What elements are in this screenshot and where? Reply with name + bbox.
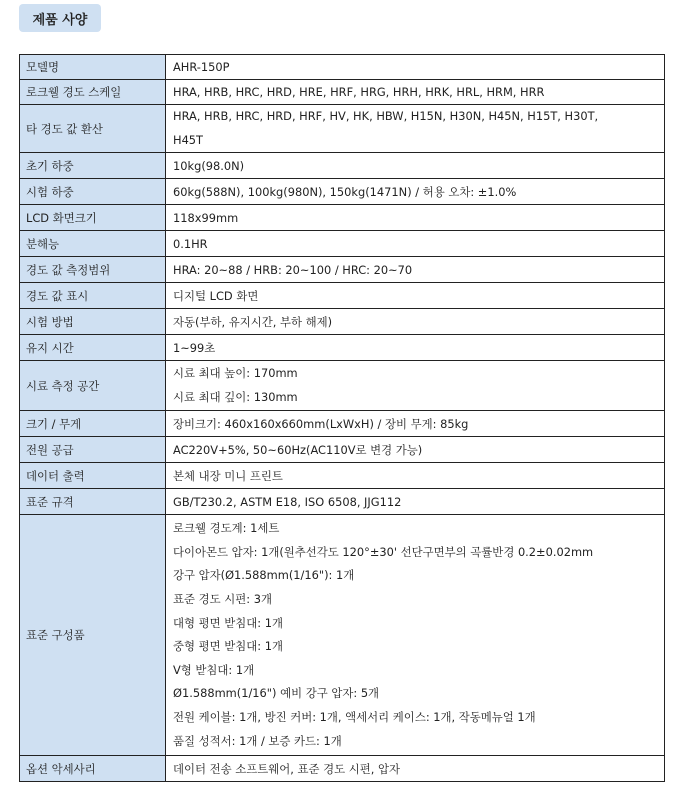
table-row (20, 231, 665, 257)
row-value: AHR-150P (166, 55, 665, 80)
row-value: HRA, HRB, HRC, HRD, HRE, HRF, HRG, HRH, HRK, HRL, HRM, HRR (166, 80, 665, 105)
value-line: H45T (173, 132, 204, 147)
row-label: 전원 공급 (20, 437, 166, 463)
row-label: 모델명 (20, 55, 166, 80)
row-label: 크기 / 무게 (20, 411, 166, 437)
row-value: 10kg(98.0N) (166, 153, 665, 179)
row-value: 0.1HR (166, 231, 665, 257)
row-label: 표준 구성품 (20, 515, 166, 756)
row-label: 경도 값 표시 (20, 283, 166, 309)
table-row (20, 335, 665, 361)
table-row (20, 153, 665, 179)
table-row (20, 437, 665, 463)
table-row (20, 80, 665, 105)
table-row (20, 55, 665, 80)
row-label: 옵션 악세사리 (20, 756, 166, 782)
table-row (20, 515, 665, 756)
table-row (20, 105, 665, 153)
table-row (20, 179, 665, 205)
table-row (20, 309, 665, 335)
value-line: 시료 최대 깊이: 130mm (173, 389, 298, 404)
value-line: 중형 평면 받침대: 1개 (173, 639, 283, 654)
value-line: 대형 평면 받침대: 1개 (173, 615, 283, 630)
table-row (20, 756, 665, 782)
row-label: 시료 측정 공간 (20, 361, 166, 411)
value-line: 전원 케이블: 1개, 방진 커버: 1개, 액세서리 케이스: 1개, 작동메뉴얼 1개 (173, 709, 536, 724)
row-value (166, 105, 665, 153)
section-title: 제품 사양 (19, 4, 101, 32)
row-value: 장비크기: 460x160x660mm(LxWxH) / 장비 무게: 85kg (166, 411, 665, 437)
row-value: AC220V+5%, 50~60Hz(AC110V로 변경 가능) (166, 437, 665, 463)
spec-table (19, 54, 665, 782)
row-label: 표준 규격 (20, 489, 166, 515)
row-value (166, 361, 665, 411)
row-value (166, 515, 665, 756)
row-label: 유지 시간 (20, 335, 166, 361)
value-line: 표준 경도 시편: 3개 (173, 592, 272, 606)
value-line: 로크웰 경도계: 1세트 (173, 521, 280, 536)
table-row (20, 463, 665, 489)
row-label: 분해능 (20, 231, 166, 257)
row-label: 시험 하중 (20, 179, 166, 205)
row-label: 시험 방법 (20, 309, 166, 335)
row-value: GB/T230.2, ASTM E18, ISO 6508, JJG112 (166, 489, 665, 515)
table-row (20, 361, 665, 411)
value-line: 강구 압자(Ø1.588mm(1/16"): 1개 (173, 568, 355, 583)
row-value: 118x99mm (166, 205, 665, 231)
value-line: 다이아몬드 압자: 1개(원추선각도 120°±30' 선단구면부의 곡률반경 0.2±0.02mm (173, 544, 594, 559)
row-value: HRA: 20~88 / HRB: 20~100 / HRC: 20~70 (166, 257, 665, 283)
row-label: 경도 값 측정범위 (20, 257, 166, 283)
value-line: V형 받침대: 1개 (173, 662, 255, 677)
row-value: 자동(부하, 유지시간, 부하 해제) (166, 309, 665, 335)
value-line: 품질 성적서: 1개 / 보증 카드: 1개 (173, 733, 342, 748)
row-label: LCD 화면크기 (20, 205, 166, 231)
row-value: 데이터 전송 소프트웨어, 표준 경도 시편, 압자 (166, 756, 665, 782)
value-line: HRA, HRB, HRC, HRD, HRF, HV, HK, HBW, H15N, H30N, H45N, H15T, H30T, (173, 109, 599, 123)
table-row (20, 411, 665, 437)
row-label: 타 경도 값 환산 (20, 105, 166, 153)
row-label: 초기 하중 (20, 153, 166, 179)
row-value: 본체 내장 미니 프린트 (166, 463, 665, 489)
value-line: Ø1.588mm(1/16") 예비 강구 압자: 5개 (173, 686, 380, 701)
row-label: 로크웰 경도 스케일 (20, 80, 166, 105)
row-value: 디지털 LCD 화면 (166, 283, 665, 309)
table-row (20, 257, 665, 283)
value-line: 시료 최대 높이: 170mm (173, 366, 298, 381)
table-row (20, 283, 665, 309)
table-row (20, 205, 665, 231)
table-row (20, 489, 665, 515)
row-value: 1~99초 (166, 335, 665, 361)
row-label: 데이터 출력 (20, 463, 166, 489)
row-value: 60kg(588N), 100kg(980N), 150kg(1471N) / 허용 오차: ±1.0% (166, 179, 665, 205)
